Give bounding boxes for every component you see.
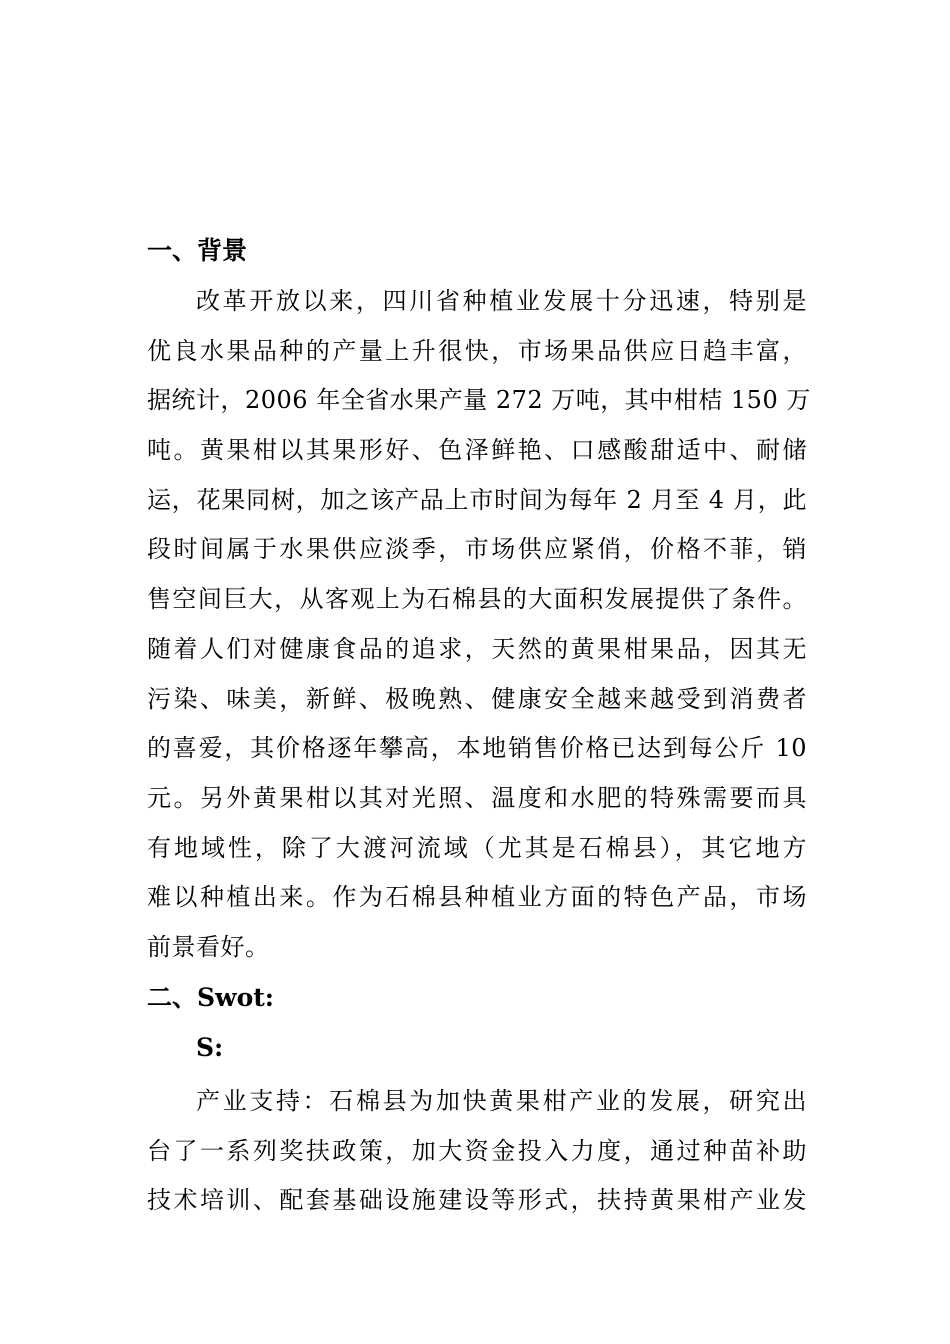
paragraph-line: 运，花果同树，加之该产品上市时间为每年 2 月至 4 月，此 <box>147 485 807 514</box>
paragraph-line: 的喜爱，其价格逐年攀高，本地销售价格已达到每公斤 10 <box>147 734 807 763</box>
paragraph-line: 据统计，2006 年全省水果产量 272 万吨，其中柑桔 150 万 <box>147 386 811 415</box>
background-paragraph <box>147 277 811 973</box>
paragraph-line: 技术培训、配套基础设施建设等形式，扶持黄果柑产业发 <box>147 1186 807 1215</box>
paragraph-line: 改革开放以来，四川省种植业发展十分迅速，特别是 <box>196 287 807 315</box>
paragraph-line: 售空间巨大，从客观上为石棉县的大面积发展提供了条件。 <box>147 585 807 614</box>
paragraph-line: 段时间属于水果供应淡季，市场供应紧俏，价格不菲，销 <box>147 535 807 564</box>
subheading-strengths: S: <box>196 1033 224 1062</box>
section-heading-swot: 二、Swot: <box>147 983 275 1012</box>
paragraph-line: 有地域性，除了大渡河流域（尤其是石棉县），其它地方 <box>147 833 807 862</box>
paragraph-line: 台了一系列奖扶政策，加大资金投入力度，通过种苗补助 <box>147 1136 807 1165</box>
section-heading-background: 一、背景 <box>147 236 248 265</box>
paragraph-line: 吨。黄果柑以其果形好、色泽鲜艳、口感酸甜适中、耐储 <box>147 436 807 465</box>
paragraph-line: 难以种植出来。作为石棉县种植业方面的特色产品，市场 <box>147 883 807 912</box>
strengths-paragraph <box>147 1077 807 1226</box>
paragraph-line: 元。另外黄果柑以其对光照、温度和水肥的特殊需要而具 <box>147 783 807 812</box>
paragraph-line: 随着人们对健康食品的追求，天然的黄果柑果品，因其无 <box>147 634 807 663</box>
paragraph-line: 产业支持：石棉县为加快黄果柑产业的发展，研究出 <box>196 1087 807 1115</box>
paragraph-line: 污染、味美，新鲜、极晚熟、健康安全越来越受到消费者 <box>147 684 807 713</box>
paragraph-line: 优良水果品种的产量上升很快，市场果品供应日趋丰富， <box>147 336 807 365</box>
paragraph-line: 前景看好。 <box>147 932 270 961</box>
